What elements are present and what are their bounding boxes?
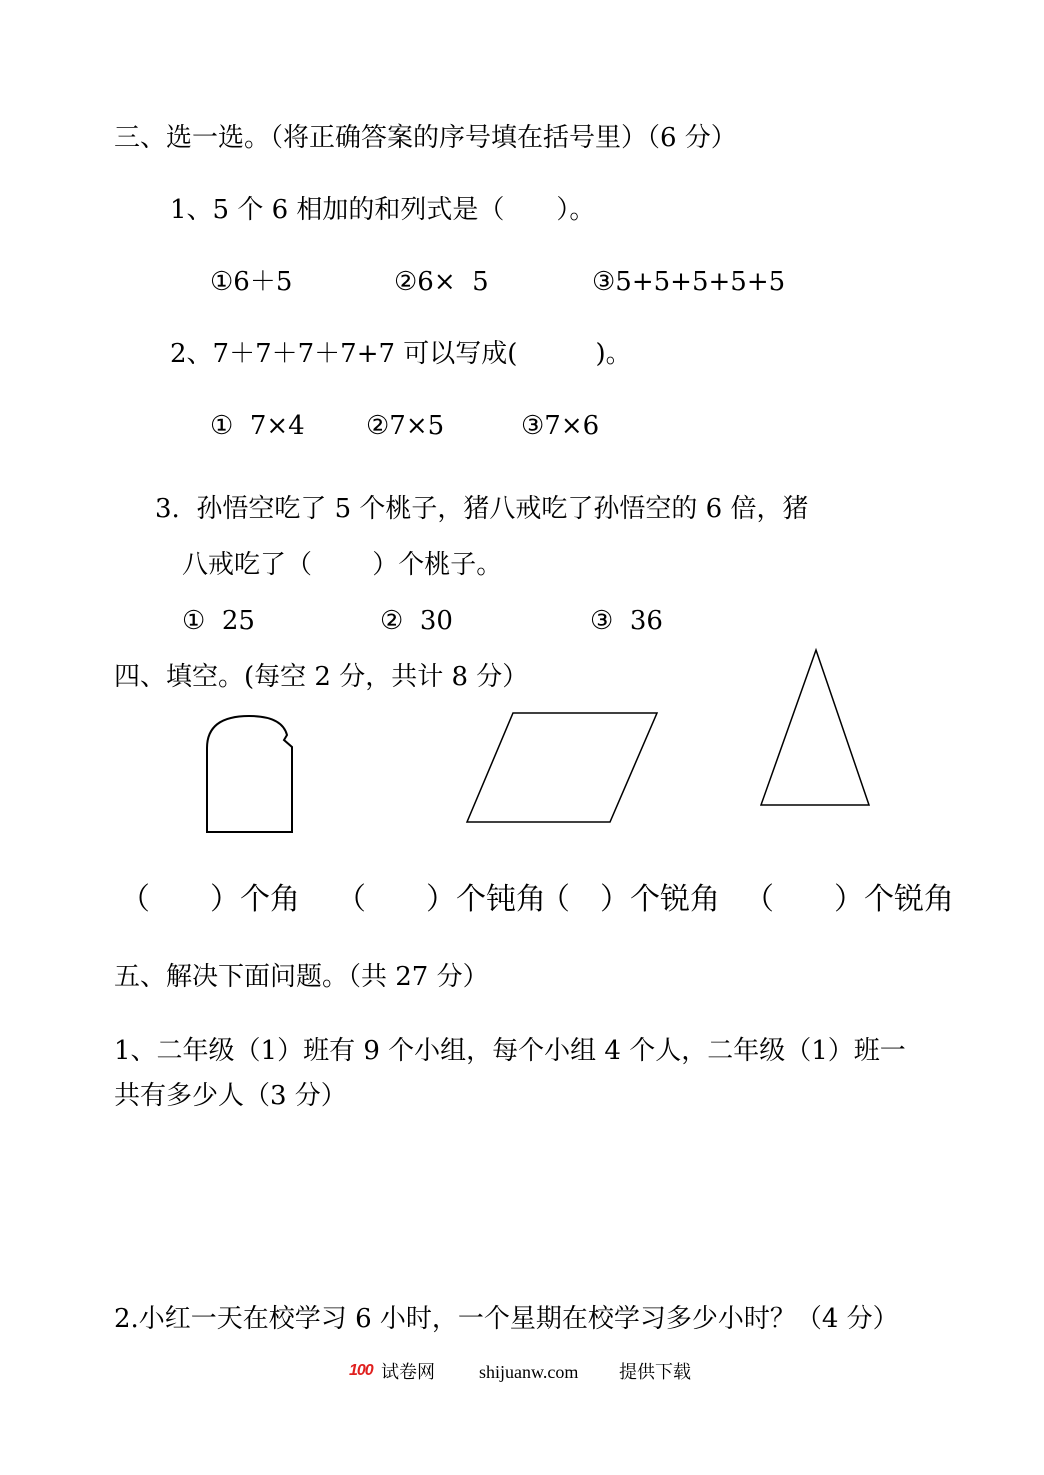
question-1-option-1: ①6＋5 — [210, 267, 293, 297]
triangle-shape — [761, 650, 869, 805]
question-2-option-2: ②7×5 — [366, 411, 445, 441]
question-3-option-3: ③ 36 — [590, 606, 663, 636]
problem-1-line-2: 共有多少人（3 分） — [114, 1081, 347, 1111]
question-3-option-1: ① 25 — [182, 606, 255, 636]
question-1-text: 1、5 个 6 相加的和列式是（ ）。 — [170, 195, 596, 225]
blank-arch-angles: （ ）个角 — [120, 882, 300, 917]
question-3-line-1: 3. 孙悟空吃了 5 个桃子，猪八戒吃了孙悟空的 6 倍，猪 — [155, 494, 809, 524]
download-note: 提供下载 — [619, 1362, 691, 1382]
arch-shape — [207, 716, 292, 832]
site-logo: 100 — [349, 1362, 373, 1379]
section-3-title: 三、选一选。（将正确答案的序号填在括号里）（6 分） — [114, 123, 737, 153]
parallelogram-shape — [467, 713, 657, 822]
blank-parallelogram-acute: （ ）个锐角 — [540, 882, 720, 917]
question-2-option-1: ① 7×4 — [210, 411, 305, 441]
site-name: 试卷网 — [381, 1362, 435, 1382]
question-1-option-2: ②6× 5 — [394, 267, 489, 297]
question-1-option-3: ③5+5+5+5+5 — [592, 267, 786, 297]
question-3-line-2: 八戒吃了（ ）个桃子。 — [182, 550, 503, 580]
blank-parallelogram-obtuse: （ ）个钝角 — [336, 882, 546, 917]
question-2-text: 2、7＋7＋7＋7+7 可以写成( )。 — [170, 339, 632, 369]
section-5-title: 五、解决下面问题。（共 27 分） — [114, 962, 489, 992]
problem-2-text: 2.小红一天在校学习 6 小时，一个星期在校学习多少小时？（4 分） — [114, 1304, 899, 1334]
site-url[interactable]: shijuanw.com — [479, 1362, 579, 1382]
question-3-option-2: ② 30 — [380, 606, 453, 636]
question-2-option-3: ③7×6 — [521, 411, 600, 441]
problem-1-line-1: 1、二年级（1）班有 9 个小组，每个小组 4 个人，二年级（1）班一 — [114, 1036, 906, 1066]
blank-triangle-acute: （ ）个锐角 — [744, 882, 954, 917]
section-4-title: 四、填空。(每空 2 分，共计 8 分） — [114, 662, 529, 692]
